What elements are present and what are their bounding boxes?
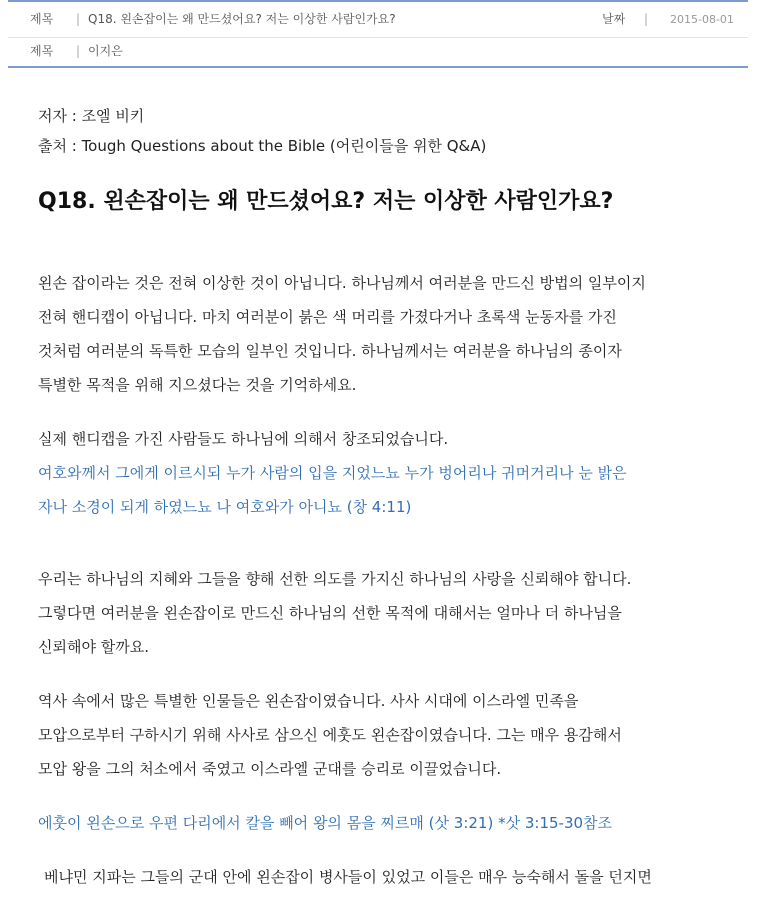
paragraph-line: 왼손 잡이라는 것은 전혀 이상한 것이 아닙니다. 하나님께서 여러분을 만드신 방법의 일부이지 [38, 274, 646, 292]
verse-line: 여호와께서 그에게 이르시되 누가 사람의 입을 지었느뇨 누가 벙어리나 귀머거리나 눈 밝은 [38, 464, 627, 482]
title-label: 제목 [30, 12, 54, 26]
author-separator: | [76, 44, 81, 58]
post-body [38, 100, 738, 894]
title-separator: | [76, 12, 81, 26]
date-label: 날짜 [602, 12, 626, 26]
post-header-title-row [8, 0, 748, 38]
verse-quote-1 [38, 456, 738, 524]
source-line: 출처 : Tough Questions about the Bible (어린이들을 위한 Q&A) [38, 137, 487, 155]
paragraph-line: 특별한 목적을 위해 지으셨다는 것을 기억하세요. [38, 376, 357, 394]
paragraph-line: 그렇다면 여러분을 왼손잡이로 만드신 하나님의 선한 목적에 대해서는 얼마나 더 하나님을 [38, 604, 622, 622]
paragraph-3 [38, 562, 738, 664]
post-header-author-row [8, 36, 748, 68]
paragraph-5: 베냐민 지파는 그들의 군대 안에 왼손잡이 병사들이 있었고 이들은 매우 능숙해서 돌을 던지면 [44, 868, 652, 886]
paragraph-line: 신뢰해야 할까요. [38, 638, 149, 656]
paragraph-line: 전혀 핸디캡이 아닙니다. 마치 여러분이 붉은 색 머리를 가졌다거나 초록색 눈동자를 가진 [38, 308, 617, 326]
author-line: 저자 : 조엘 비키 [38, 107, 145, 125]
paragraph-line: 모압 왕을 그의 처소에서 죽였고 이스라엘 군대를 승리로 이끌었습니다. [38, 760, 502, 778]
post-date: 2015-08-01 [670, 13, 734, 26]
paragraph-4 [38, 684, 738, 786]
paragraph-line: 역사 속에서 많은 특별한 인물들은 왼손잡이였습니다. 사사 시대에 이스라엘 민족을 [38, 692, 579, 710]
date-separator: | [644, 12, 649, 26]
post-author: 이지은 [88, 44, 123, 58]
paragraph-line: 우리는 하나님의 지혜와 그들을 향해 선한 의도를 가지신 하나님의 사랑을 신뢰해야 합니다. [38, 570, 632, 588]
paragraph-1 [38, 266, 738, 402]
paragraph-line: 모압으로부터 구하시기 위해 사사로 삼으신 에훗도 왼손잡이였습니다. 그는 매우 용감해서 [38, 726, 622, 744]
paragraph-line: 것처럼 여러분의 독특한 모습의 일부인 것입니다. 하나님께서는 여러분을 하나님의 종이자 [38, 342, 622, 360]
post-title: Q18. 왼손잡이는 왜 만드셨어요? 저는 이상한 사람인가요? [88, 12, 396, 26]
verse-line: 자나 소경이 되게 하였느뇨 나 여호와가 아니뇨 (창 4:11) [38, 498, 412, 516]
article-heading: Q18. 왼손잡이는 왜 만드셨어요? 저는 이상한 사람인가요? [38, 189, 614, 214]
verse-quote-2: 에훗이 왼손으로 우편 다리에서 칼을 빼어 왕의 몸을 찌르매 (삿 3:21) *삿 3:15-30참조 [38, 814, 613, 832]
author-label: 제목 [30, 44, 54, 58]
paragraph-2: 실제 핸디캡을 가진 사람들도 하나님에 의해서 창조되었습니다. [38, 430, 449, 448]
